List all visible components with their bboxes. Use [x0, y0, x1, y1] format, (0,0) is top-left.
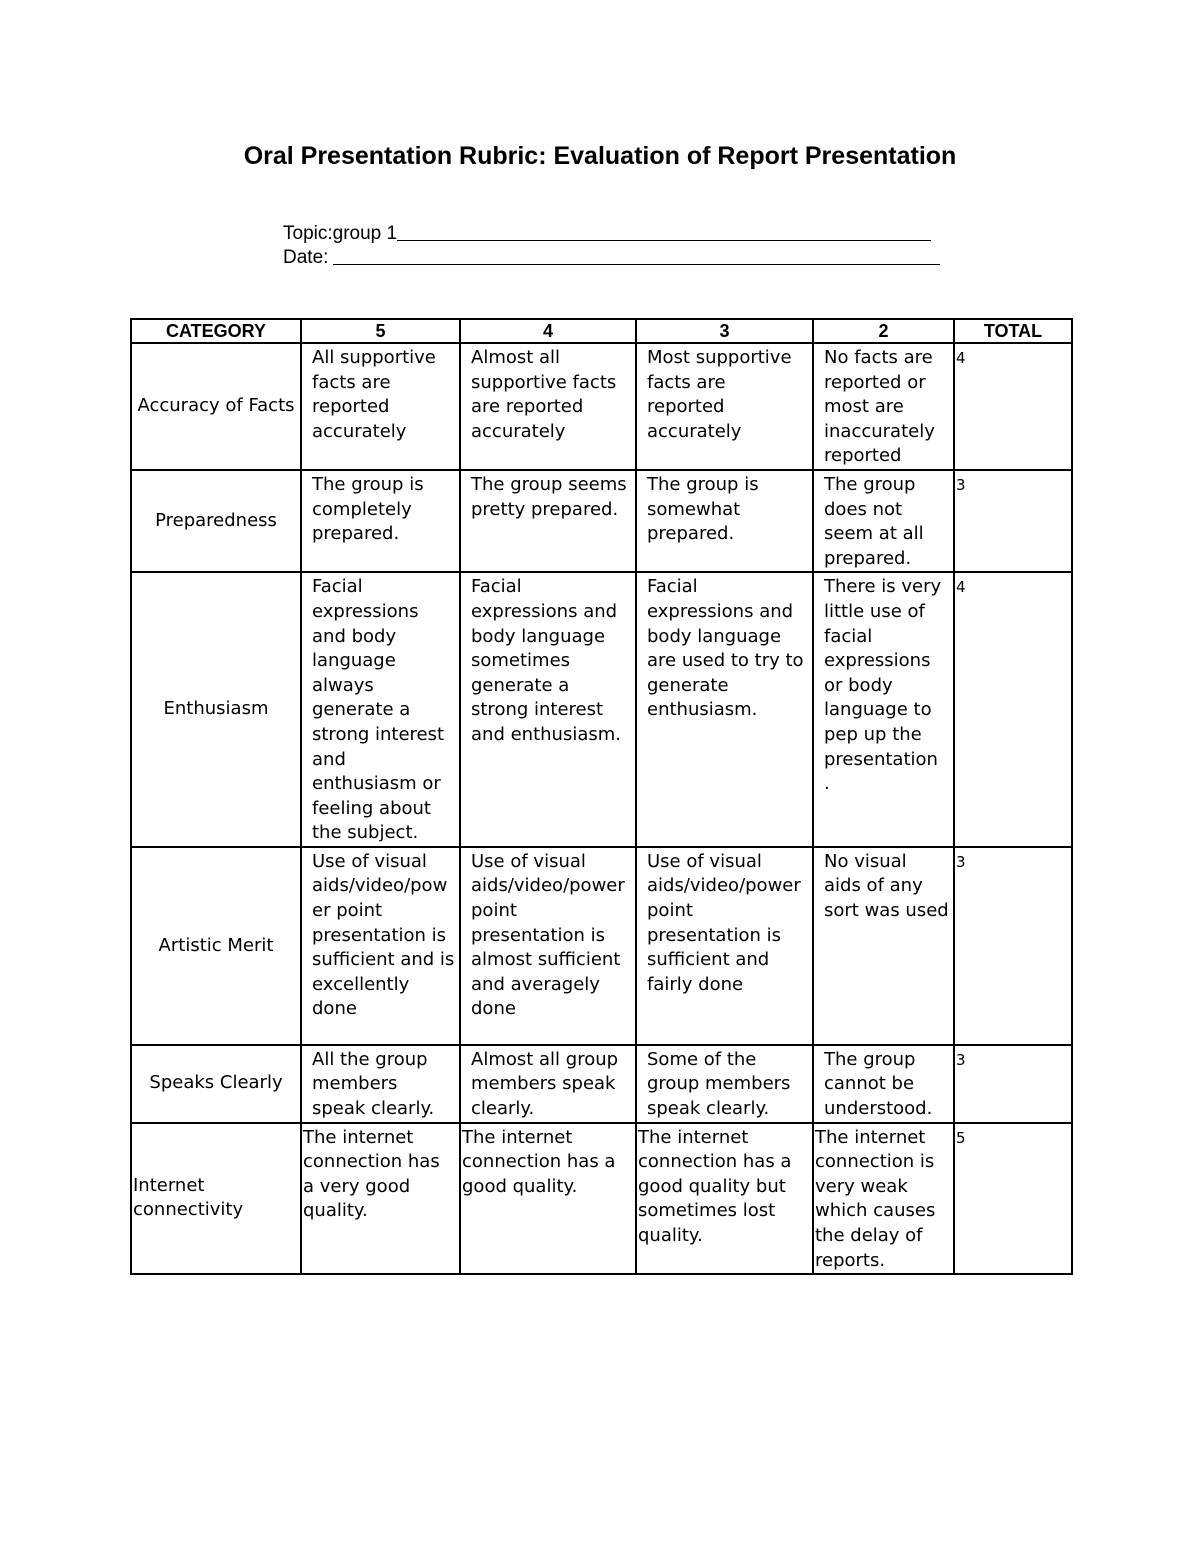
cell-score-4: Use of visual aids/video/power point presentation is almost sufficient and averagely done [460, 847, 636, 1045]
cell-score-5: The group is completely prepared. [301, 470, 460, 572]
cell-score-3: The internet connection has a good quality but sometimes lost quality. [636, 1123, 813, 1275]
row-category: Preparedness [131, 470, 301, 572]
table-row [131, 847, 1072, 1045]
header-category: CATEGORY [131, 319, 301, 343]
cell-score-4: Almost all group members speak clearly. [460, 1045, 636, 1123]
cell-score-3: Most supportive facts are reported accurately [636, 343, 813, 470]
row-category: Internet connectivity [131, 1123, 301, 1275]
row-category: Enthusiasm [131, 572, 301, 847]
cell-total: 4 [954, 572, 1072, 847]
cell-score-5: Facial expressions and body language always generate a strong interest and enthusiasm or feeling about the subject. [301, 572, 460, 847]
cell-score-4: The internet connection has a good quality. [460, 1123, 636, 1275]
header-row [131, 319, 1072, 343]
cell-score-2: The internet connection is very weak which causes the delay of reports. [813, 1123, 954, 1275]
table-row [131, 1123, 1072, 1275]
header-score-5: 5 [301, 319, 460, 343]
table-row [131, 470, 1072, 572]
cell-score-5: All supportive facts are reported accurately [301, 343, 460, 470]
table-row [131, 1045, 1072, 1123]
topic-underline [397, 240, 931, 241]
cell-score-2: The group cannot be understood. [813, 1045, 954, 1123]
page-title: Oral Presentation Rubric: Evaluation of Report Presentation [243, 142, 957, 170]
cell-score-5: Use of visual aids/video/power point presentation is sufficient and is excellently done [301, 847, 460, 1045]
cell-score-5: All the group members speak clearly. [301, 1045, 460, 1123]
row-category: Artistic Merit [131, 847, 301, 1045]
cell-total: 4 [954, 343, 1072, 470]
cell-score-2: The group does not seem at all prepared. [813, 470, 954, 572]
rubric-table [130, 318, 1073, 1275]
cell-score-3: The group is somewhat prepared. [636, 470, 813, 572]
header-total: TOTAL [954, 319, 1072, 343]
cell-score-4: Facial expressions and body language sometimes generate a strong interest and enthusiasm. [460, 572, 636, 847]
date-underline [333, 264, 940, 265]
cell-score-3: Facial expressions and body language are used to try to generate enthusiasm. [636, 572, 813, 847]
cell-score-2: No visual aids of any sort was used [813, 847, 954, 1045]
cell-total: 3 [954, 847, 1072, 1045]
cell-score-3: Use of visual aids/video/power point presentation is sufficient and fairly done [636, 847, 813, 1045]
header-score-3: 3 [636, 319, 813, 343]
cell-score-5: The internet connection has a very good quality. [301, 1123, 460, 1275]
header-score-2: 2 [813, 319, 954, 343]
cell-score-2: No facts are reported or most are inaccurately reported [813, 343, 954, 470]
cell-score-2: There is very little use of facial expressions or body language to pep up the presentation . [813, 572, 954, 847]
cell-score-4: Almost all supportive facts are reported accurately [460, 343, 636, 470]
topic-field [283, 223, 931, 245]
date-label: Date: [283, 247, 329, 268]
cell-score-4: The group seems pretty prepared. [460, 470, 636, 572]
cell-total: 5 [954, 1123, 1072, 1275]
cell-score-3: Some of the group members speak clearly. [636, 1045, 813, 1123]
header-score-4: 4 [460, 319, 636, 343]
table-row [131, 572, 1072, 847]
cell-total: 3 [954, 1045, 1072, 1123]
row-category: Accuracy of Facts [131, 343, 301, 470]
topic-value: group 1 [332, 223, 398, 244]
date-field [283, 247, 940, 269]
cell-total: 3 [954, 470, 1072, 572]
row-category: Speaks Clearly [131, 1045, 301, 1123]
table-row [131, 343, 1072, 470]
topic-label: Topic: [283, 223, 333, 244]
